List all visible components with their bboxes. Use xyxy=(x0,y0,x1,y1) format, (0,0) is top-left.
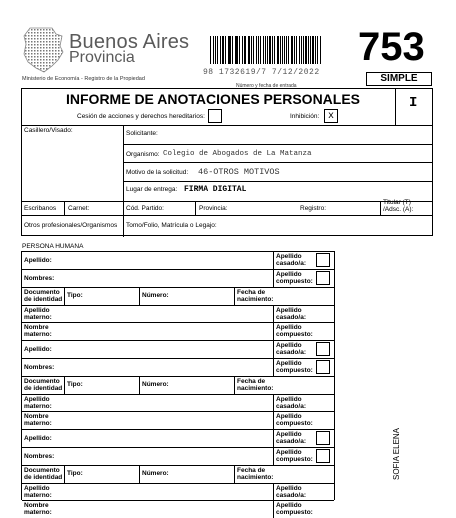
barcode-bar xyxy=(236,36,237,64)
barcode-bar xyxy=(229,36,230,64)
barcode-bar xyxy=(267,36,268,64)
apellido-compuesto-label: Apellido compuesto: xyxy=(276,449,313,463)
apellido-compuesto-label: Apellido compuesto: xyxy=(276,360,313,374)
titular-label xyxy=(383,199,413,213)
apellido-compuesto-checkbox[interactable] xyxy=(316,360,330,374)
titular-label-line1: Titular (T) xyxy=(383,199,411,206)
apellido-compuesto-label: Apellido compuesto: xyxy=(276,413,313,427)
motivo-label: Motivo de la solicitud: xyxy=(126,169,189,176)
form-frame xyxy=(21,88,433,236)
lugar-label: Lugar de entrega: xyxy=(126,186,178,193)
barcode-bar xyxy=(213,36,214,64)
apellido-compuesto-label: Apellido compuesto: xyxy=(276,502,313,516)
cession-label: Cesión de acciones y derechos hereditarios: xyxy=(77,113,205,120)
province-map-icon xyxy=(22,26,64,74)
numero-label: Número: xyxy=(142,381,169,388)
documento-label: Documento de identidad xyxy=(24,378,63,392)
form-type-code: I xyxy=(409,95,418,111)
barcode-bar xyxy=(222,36,224,64)
apellido-materno-label: Apellido materno: xyxy=(24,485,52,499)
barcode xyxy=(210,36,322,64)
barcode-bar xyxy=(277,36,278,64)
numero-label: Número: xyxy=(142,470,169,477)
nombres-label: Nombres: xyxy=(24,275,55,282)
barcode-bar xyxy=(217,36,218,64)
persona-table xyxy=(21,251,335,516)
barcode-bar xyxy=(288,36,289,64)
barcode-bar xyxy=(284,36,285,64)
apellido-casado-label: Apellido casado/a: xyxy=(276,396,306,410)
registro-label: Registro: xyxy=(300,205,327,212)
barcode-bar xyxy=(256,36,257,64)
nombre-materno-label: Nombre materno: xyxy=(24,413,52,427)
form-type-badge: SIMPLE xyxy=(366,72,432,86)
organismo-value: Colegio de Abogados de La Matanza xyxy=(163,150,312,158)
barcode-bar xyxy=(235,36,236,64)
motivo-value: 46-OTROS MOTIVOS xyxy=(198,167,280,177)
fecha-nacimiento-label: Fecha de nacimiento: xyxy=(237,289,274,303)
province-logo xyxy=(22,26,64,74)
barcode-bar xyxy=(253,36,254,64)
barcode-bar xyxy=(291,36,293,64)
barcode-bar xyxy=(303,36,304,64)
fecha-nacimiento-label: Fecha de nacimiento: xyxy=(237,467,274,481)
barcode-bar xyxy=(310,36,311,64)
tipo-label: Tipo: xyxy=(67,470,83,477)
barcode-bar xyxy=(251,36,252,64)
barcode-bar xyxy=(244,36,245,64)
entry-number-date: 98 1732619/7 7/12/2022 xyxy=(203,68,320,77)
documento-label: Documento de identidad xyxy=(24,467,63,481)
barcode-bar xyxy=(215,36,216,64)
barcode-bar xyxy=(274,36,275,64)
barcode-bar xyxy=(282,36,283,64)
form-number: 753 xyxy=(358,25,425,69)
barcode-bar xyxy=(301,36,302,64)
nombres-label: Nombres: xyxy=(24,364,55,371)
solicitante-label: Solicitante: xyxy=(126,130,158,137)
logo-title: Buenos Aires xyxy=(69,31,190,53)
persona-section-label: PERSONA HUMANA xyxy=(22,243,84,250)
side-signature-text: SOFIA ELENA xyxy=(392,427,401,480)
barcode-bar xyxy=(258,36,259,64)
apellido-label: Apellido: xyxy=(24,346,52,353)
barcode-bar xyxy=(225,36,226,64)
barcode-bar xyxy=(228,36,229,64)
barcode-bar xyxy=(210,36,211,64)
barcode-bar xyxy=(286,36,287,64)
tipo-label: Tipo: xyxy=(67,381,83,388)
apellido-compuesto-label: Apellido compuesto: xyxy=(276,271,313,285)
form-title: INFORME DE ANOTACIONES PERSONALES xyxy=(66,91,361,107)
apellido-compuesto-checkbox[interactable] xyxy=(316,271,330,285)
apellido-casado-label: Apellido casado/a: xyxy=(276,307,306,321)
nombre-materno-label: Nombre materno: xyxy=(24,324,52,338)
lugar-value: FIRMA DIGITAL xyxy=(184,185,247,194)
apellido-casado-label: Apellido casado/a: xyxy=(276,431,306,445)
inhibition-check-mark: x xyxy=(327,111,334,122)
barcode-bar xyxy=(245,36,246,64)
barcode-bar xyxy=(232,36,233,64)
otros-label: Otros profesionales/Organismos xyxy=(24,222,118,229)
nombres-label: Nombres: xyxy=(24,453,55,460)
inhibition-checkbox[interactable] xyxy=(324,109,338,123)
barcode-bar xyxy=(242,36,243,64)
apellido-materno-label: Apellido materno: xyxy=(24,396,52,410)
apellido-casado-checkbox[interactable] xyxy=(316,342,330,356)
fecha-nacimiento-label: Fecha de nacimiento: xyxy=(237,378,274,392)
ministry-label: Ministerio de Economía - Registro de la Propiedad xyxy=(22,76,145,82)
tomo-label: Tomo/Folio, Matrícula o Legajo: xyxy=(126,222,217,229)
barcode-bar xyxy=(220,36,221,64)
provincia-label: Provincia: xyxy=(199,205,228,212)
cession-checkbox[interactable] xyxy=(208,109,222,123)
barcode-bar xyxy=(312,36,314,64)
barcode-bar xyxy=(260,36,261,64)
apellido-casado-label: Apellido casado/a: xyxy=(276,485,306,499)
barcode-bar xyxy=(294,36,295,64)
barcode-bar xyxy=(299,36,300,64)
barcode-bar xyxy=(320,36,321,64)
entry-label: Número y fecha de entrada xyxy=(236,83,297,89)
barcode-bar xyxy=(308,36,309,64)
partido-label: Cód. Partido: xyxy=(126,205,164,212)
apellido-casado-label: Apellido casado/a: xyxy=(276,253,306,267)
apellido-casado-checkbox[interactable] xyxy=(316,253,330,267)
nombre-materno-label: Nombre materno: xyxy=(24,502,52,516)
barcode-bar xyxy=(248,36,250,64)
apellido-materno-label: Apellido materno: xyxy=(24,307,52,321)
apellido-casado-checkbox[interactable] xyxy=(316,431,330,445)
apellido-label: Apellido: xyxy=(24,435,52,442)
logo-subtitle: Provincia xyxy=(69,49,135,66)
tipo-label: Tipo: xyxy=(67,292,83,299)
apellido-casado-label: Apellido casado/a: xyxy=(276,342,306,356)
escribanos-label: Escribanos xyxy=(24,205,57,212)
numero-label: Número: xyxy=(142,292,169,299)
apellido-compuesto-label: Apellido compuesto: xyxy=(276,324,313,338)
barcode-bar xyxy=(315,36,316,64)
barcode-bar xyxy=(272,36,273,64)
carnet-label: Carnet: xyxy=(68,205,90,212)
inhibition-label: Inhibición: xyxy=(290,113,320,120)
apellido-compuesto-checkbox[interactable] xyxy=(316,449,330,463)
barcode-bar xyxy=(305,36,306,64)
barcode-bar xyxy=(317,36,318,64)
barcode-bar xyxy=(269,36,271,64)
barcode-bar xyxy=(239,36,240,64)
titular-label-line2: /Adsc. (A): xyxy=(383,206,414,213)
apellido-label: Apellido: xyxy=(24,257,52,264)
barcode-bar xyxy=(296,36,297,64)
barcode-bar xyxy=(280,36,281,64)
barcode-bar xyxy=(265,36,266,64)
barcode-bar xyxy=(263,36,264,64)
casillero-label: Casillero/Visado: xyxy=(24,127,73,134)
documento-label: Documento de identidad xyxy=(24,289,63,303)
organismo-label: Organismo: xyxy=(126,151,160,158)
